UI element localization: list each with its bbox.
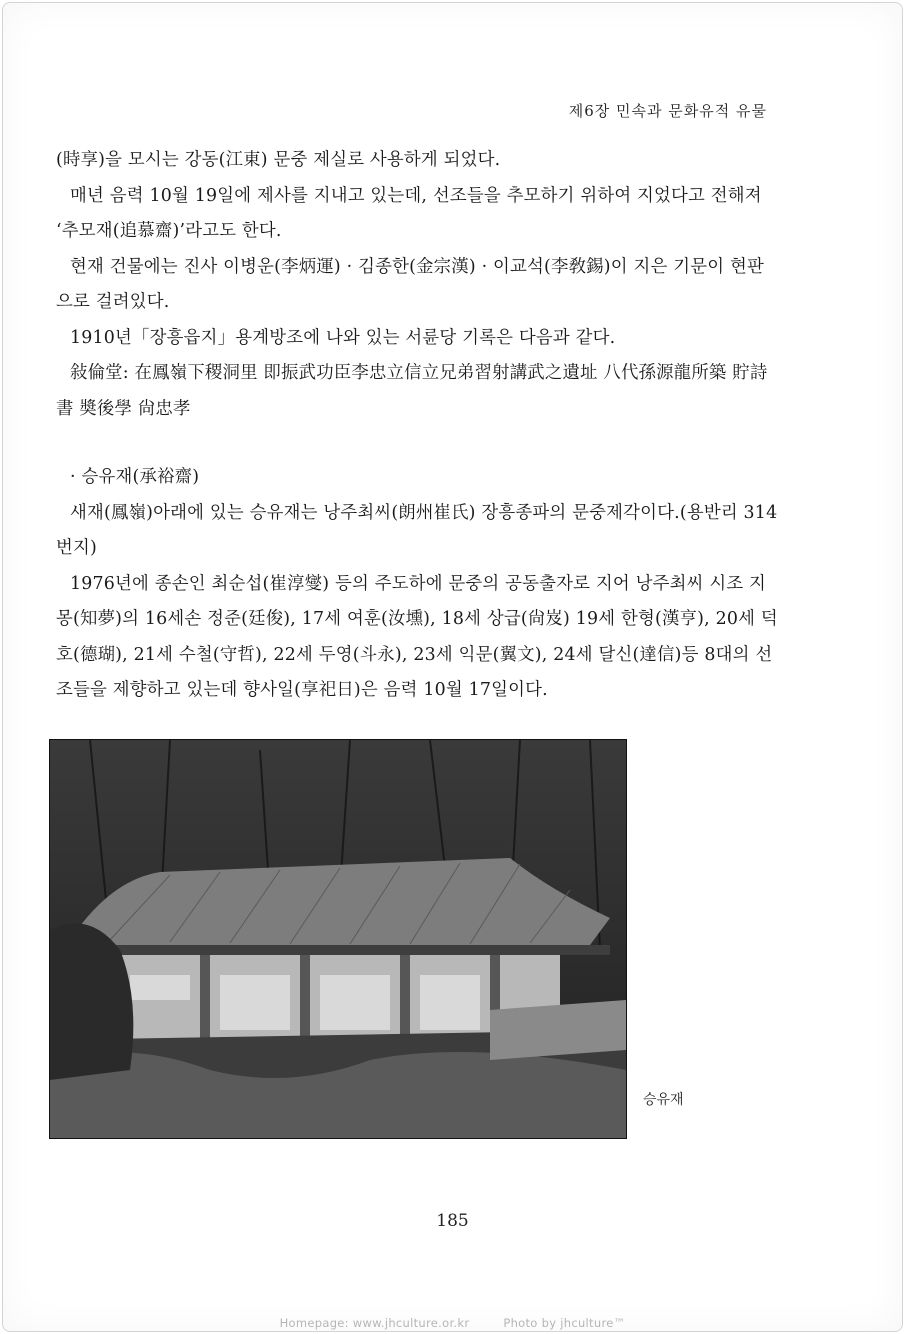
page-number: 185 xyxy=(436,1211,469,1231)
paragraph: 1910년「장흥읍지」용계방조에 나와 있는 서륜당 기록은 다음과 같다. xyxy=(70,327,616,348)
section-heading: · 승유재(承裕齋) xyxy=(70,467,200,487)
building-photo-illustration xyxy=(50,740,626,1138)
watermark-footer xyxy=(3,1316,902,1330)
paragraph: 현재 건물에는 진사 이병운(李炳運) · 김종한(金宗漢) · 이교석(李敎錫)이 지은 기문이 현판으로 걸려있다. xyxy=(56,256,764,312)
photo-caption: 승유재 xyxy=(643,1092,684,1108)
paragraph: (時享)을 모시는 강동(江東) 문중 제실로 사용하게 되었다. xyxy=(56,150,501,170)
building-photo xyxy=(49,739,627,1139)
paragraph: 1976년에 종손인 최순섭(崔淳燮) 등의 주도하에 문중의 공동출자로 지어 낭주최씨 시조 지몽(知夢)의 16세손 정준(廷俊), 17세 여훈(汝壎), 18세 상급(尙岌) 19세 한형(漢亨), 20세 덕호(德瑚), 21세 수철(守哲), 22세 두영(斗永), 23세 익문(翼文), 24세 달신(達信)등 8대의 선조들을 제향하고 있는데 향사일(享祀日)은 음력 10월 17일이다. xyxy=(56,573,778,700)
photo-credit-text: Photo by jhculture™ xyxy=(503,1316,626,1330)
paragraph-gap xyxy=(56,427,778,460)
paragraph: 새재(鳳嶺)아래에 있는 승유재는 낭주최씨(朗州崔氏) 장흥종파의 문중제각이다.(용반리 314번지) xyxy=(56,502,778,558)
body-text xyxy=(56,143,778,709)
paragraph: 매년 음력 10월 19일에 제사를 지내고 있는데, 선조들을 추모하기 위하여 지었다고 전해져 ‘추모재(追慕齋)’라고도 한다. xyxy=(56,185,762,241)
chapter-header: 제6장 민속과 문화유적 유물 xyxy=(568,102,767,120)
homepage-text: Homepage: www.jhculture.or.kr xyxy=(279,1316,470,1330)
document-page xyxy=(2,2,903,1332)
paragraph-hanja-quote: 敍倫堂: 在鳳嶺下稷洞里 即振武功臣李忠立信立兄弟習射講武之遺址 八代孫源龍所築 貯詩書 奬後學 尙忠孝 xyxy=(56,363,768,419)
